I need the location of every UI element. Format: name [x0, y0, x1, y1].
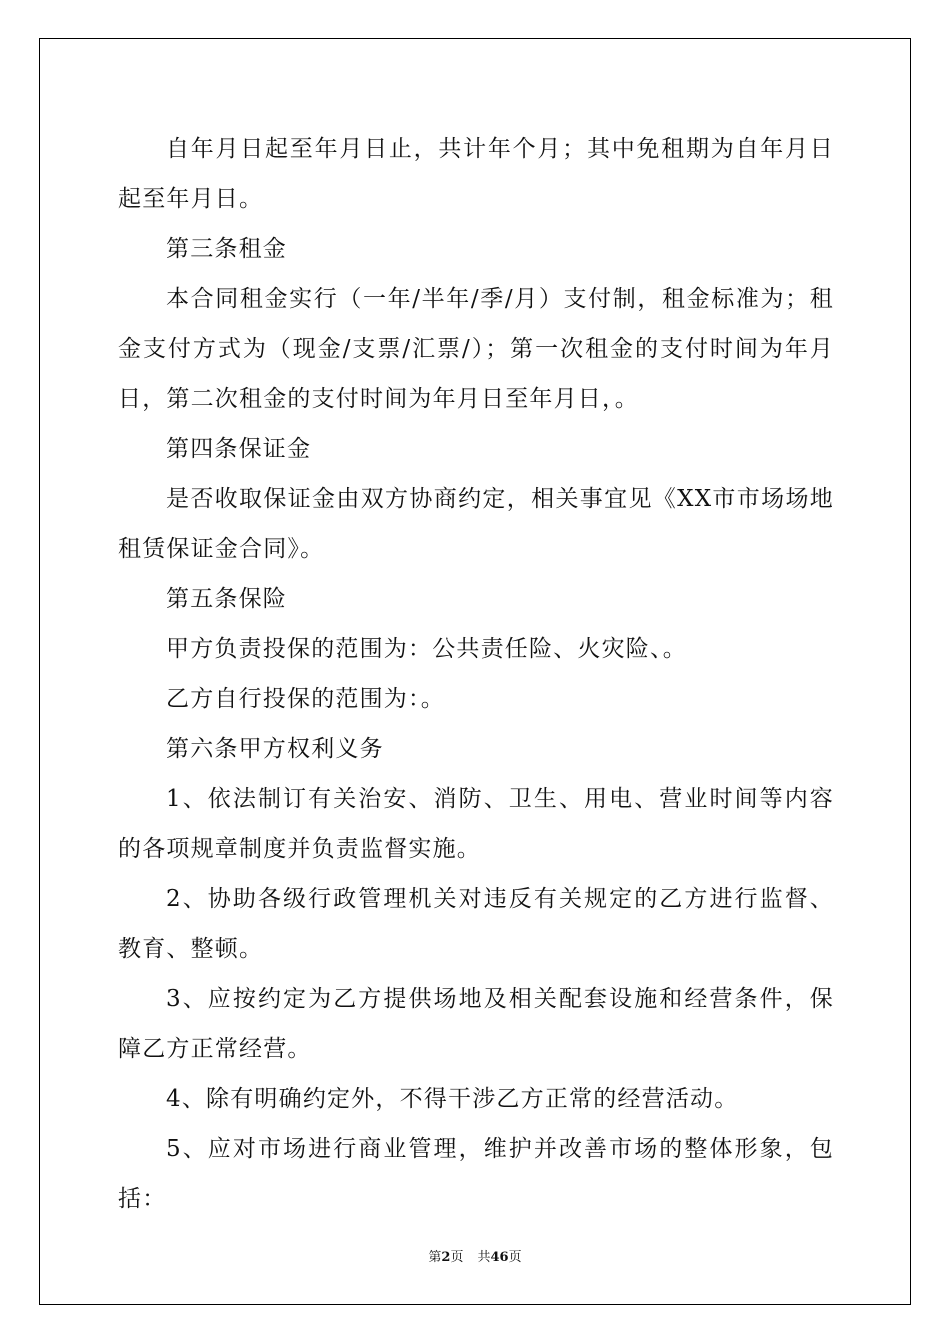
- total-suffix: 页: [508, 1250, 522, 1265]
- document-body: [118, 124, 834, 1224]
- page-footer: [0, 1246, 950, 1265]
- paragraph-party-a-insurance: 甲方负责投保的范围为：公共责任险、火灾险、。: [166, 636, 687, 662]
- list-item-2: 2、协助各级行政管理机关对违反有关规定的乙方进行监督、教育、整顿。: [118, 886, 834, 962]
- list-item-3: 3、应按约定为乙方提供场地及相关配套设施和经营条件，保障乙方正常经营。: [118, 986, 834, 1062]
- total-pages: 46: [490, 1250, 509, 1265]
- heading-article-4-deposit: 第四条保证金: [166, 436, 312, 462]
- paragraph-deposit: 是否收取保证金由双方协商约定，相关事宜见《XX市市场场地租赁保证金合同》。: [118, 486, 834, 562]
- page-number: 2: [441, 1250, 451, 1265]
- page-suffix: 页: [450, 1250, 464, 1265]
- list-item-1: 1、依法制订有关治安、消防、卫生、用电、营业时间等内容的各项规章制度并负责监督实施。: [118, 786, 834, 862]
- page-prefix: 第: [428, 1250, 442, 1265]
- paragraph-term-period: 自年月日起至年月日止，共计年个月；其中免租期为自年月日起至年月日。: [118, 136, 834, 212]
- heading-article-5-insurance: 第五条保险: [166, 586, 287, 612]
- paragraph-party-b-insurance: 乙方自行投保的范围为：。: [166, 686, 445, 712]
- heading-article-3-rent: 第三条租金: [166, 236, 287, 262]
- list-item-5: 5、应对市场进行商业管理，维护并改善市场的整体形象，包括：: [118, 1136, 834, 1212]
- total-prefix: 共: [477, 1250, 491, 1265]
- list-item-4: 4、除有明确约定外，不得干涉乙方正常的经营活动。: [166, 1086, 739, 1112]
- paragraph-rent-payment: 本合同租金实行（一年/半年/季/月）支付制，租金标准为；租金支付方式为（现金/支票/汇票/）；第一次租金的支付时间为年月日，第二次租金的支付时间为年月日至年月日，。: [118, 286, 834, 412]
- heading-article-6-party-a-rights: 第六条甲方权利义务: [166, 736, 384, 762]
